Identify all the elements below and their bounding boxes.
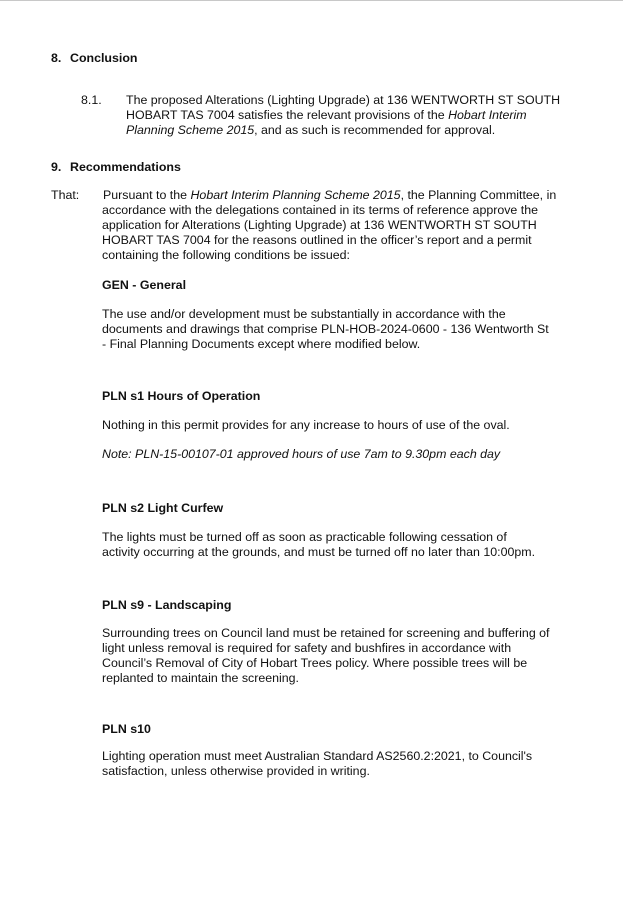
item-8-1-text-post: , and as such is recommended for approval. <box>254 123 496 137</box>
page-top-border <box>0 0 623 1</box>
section-8-number: 8. <box>51 51 62 65</box>
item-8-1-text-pre: The proposed Alterations (Lighting Upgrade) at 136 WENTWORTH ST SOUTH HOBART TAS 7004 satisfies the relevant provisions of the <box>126 93 561 122</box>
condition-s9-heading: PLN s9 - Landscaping <box>102 598 232 612</box>
condition-gen-heading: GEN - General <box>102 278 187 292</box>
condition-s9-body: Surrounding trees on Council land must be retained for screening and buffering of light unless removal is required for safety and bushfires in accordance with Council’s Removal of City of Hobart Trees policy. Where possible trees will be replanted to maintain the screening. <box>102 626 550 685</box>
condition-s2-body: The lights must be turned off as soon as practicable following cessation of activity occurring at the grounds, and must be turned off no later than 10:00pm. <box>102 530 536 559</box>
that-label: That: <box>51 188 80 202</box>
condition-s10-heading: PLN s10 <box>102 722 151 736</box>
recommendation-intro <box>102 188 574 263</box>
condition-s10-body: Lighting operation must meet Australian Standard AS2560.2:2021, to Council's satisfaction, unless otherwise provided in writing. <box>102 749 533 778</box>
condition-gen-body: The use and/or development must be substantially in accordance with the documents and drawings that comprise PLN-HOB-2024-0600 - 136 Wentworth St - Final Planning Documents except where modified below. <box>102 307 549 351</box>
section-9-number: 9. <box>51 160 62 174</box>
recommendation-intro-post: , the Planning Committee, in accordance with the delegations contained in its terms of reference approve the application for Alterations (Lighting Upgrade) at 136 WENTWORTH ST SOUTH HOBART TAS 7004 for the reasons outlined in the officer’s report and a permit containing the following conditions be issued: <box>102 188 557 262</box>
condition-s1-note: Note: PLN-15-00107-01 approved hours of use 7am to 9.30pm each day <box>102 447 501 461</box>
recommendation-scheme-name: Hobart Interim Planning Scheme 2015 <box>190 188 401 202</box>
recommendation-intro-pre: Pursuant to the <box>103 188 191 202</box>
item-8-1-number: 8.1. <box>81 93 102 107</box>
section-9-title: Recommendations <box>70 160 181 174</box>
section-8-title: Conclusion <box>70 51 138 65</box>
item-8-1-text <box>126 93 576 138</box>
condition-s1-heading: PLN s1 Hours of Operation <box>102 389 261 403</box>
condition-s1-body: Nothing in this permit provides for any increase to hours of use of the oval. <box>102 418 510 432</box>
condition-s2-heading: PLN s2 Light Curfew <box>102 501 224 515</box>
item-8-1-scheme-name: Hobart Interim Planning Scheme 2015 <box>126 108 527 137</box>
